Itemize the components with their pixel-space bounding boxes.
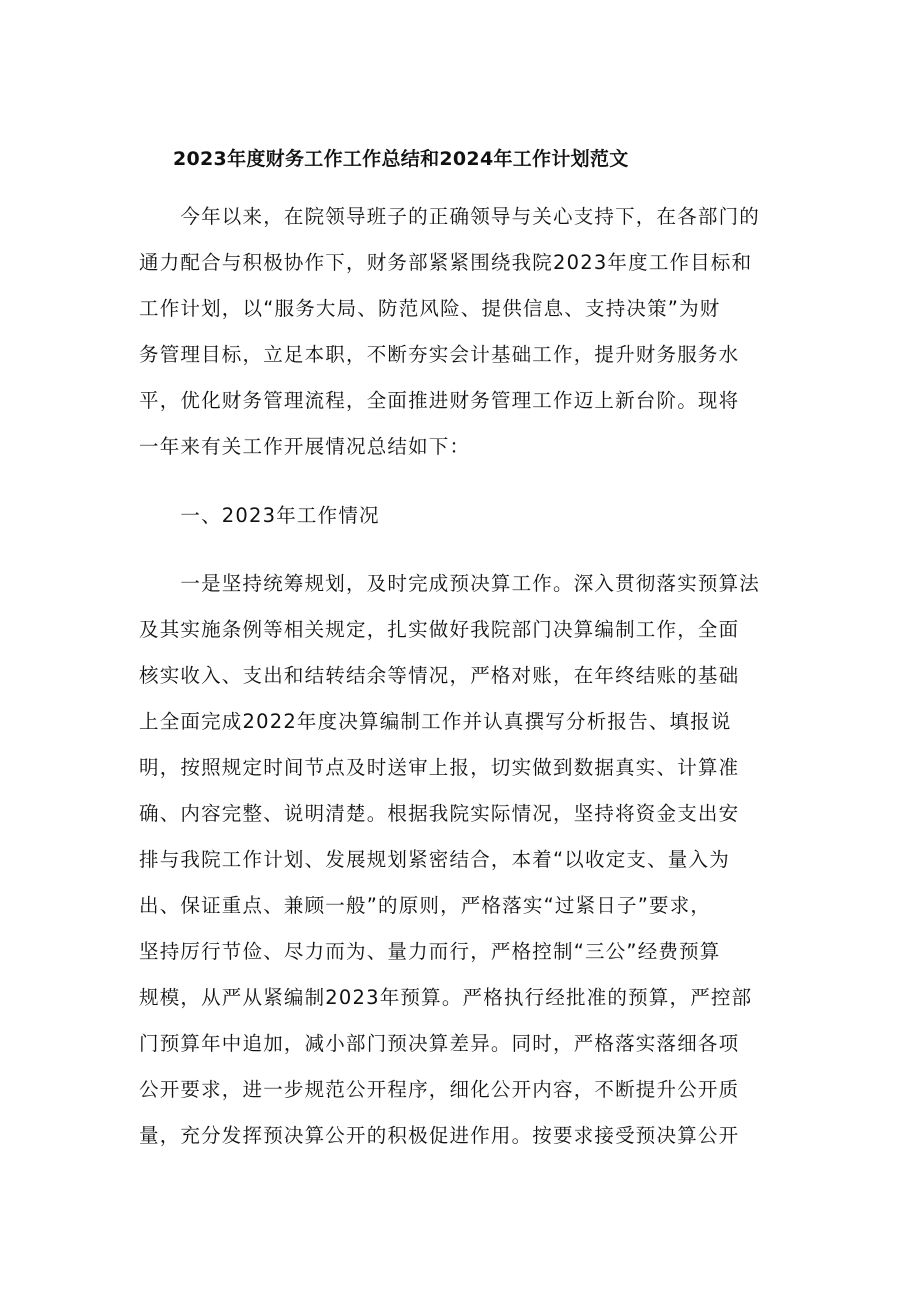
text-line: 确、内容完整、说明清楚。根据我院实际情况，坚持将资金支出安 bbox=[139, 802, 740, 825]
text-line: 及其实施条例等相关规定，扎实做好我院部门决算编制工作，全面 bbox=[139, 618, 740, 641]
section-heading bbox=[139, 493, 789, 539]
text-line: 坚持厉行节俭、尽力而为、量力而行，严格控制“三公”经费预算 bbox=[139, 940, 721, 963]
section-heading-text: 一、2023年工作情况 bbox=[139, 504, 380, 527]
text-line: 排与我院工作计划、发展规划紧密结合，本着“以收定支、量入为 bbox=[139, 848, 730, 871]
text-line: 出、保证重点、兼顾一般”的原则，严格落实“过紧日子”要求， bbox=[139, 894, 712, 917]
text-line: 公开要求，进一步规范公开程序，细化公开内容，不断提升公开质 bbox=[139, 1078, 740, 1101]
text-line: 一年来有关工作开展情况总结如下： bbox=[139, 435, 471, 458]
section-paragraph bbox=[139, 561, 789, 1159]
text-line: 量，充分发挥预决算公开的积极促进作用。按要求接受预决算公开 bbox=[139, 1124, 740, 1147]
text-line: 明，按照规定时间节点及时送审上报，切实做到数据真实、计算准 bbox=[139, 756, 740, 779]
document-title: 2023年度财务工作工作总结和2024年工作计划范文 bbox=[173, 148, 629, 170]
text-line: 规模，从严从紧编制2023年预算。严格执行经批准的预算，严控部 bbox=[139, 986, 753, 1009]
text-line: 平，优化财务管理流程，全面推进财务管理工作迈上新台阶。现将 bbox=[139, 389, 740, 412]
text-line: 一是坚持统筹规划，及时完成预决算工作。深入贯彻落实预算法 bbox=[139, 572, 761, 595]
text-line: 今年以来，在院领导班子的正确领导与关心支持下，在各部门的 bbox=[139, 205, 761, 228]
text-line: 核实收入、支出和结转结余等情况，严格对账，在年终结账的基础 bbox=[139, 664, 740, 687]
intro-paragraph bbox=[139, 194, 789, 470]
text-line: 通力配合与积极协作下，财务部紧紧围绕我院2023年度工作目标和 bbox=[139, 251, 753, 274]
text-line: 工作计划，以“服务大局、防范风险、提供信息、支持决策”为财 bbox=[139, 297, 721, 320]
text-line: 务管理目标，立足本职，不断夯实会计基础工作，提升财务服务水 bbox=[139, 343, 740, 366]
text-line: 上全面完成2022年度决算编制工作并认真撰写分析报告、填报说 bbox=[139, 710, 732, 733]
text-line: 门预算年中追加，减小部门预决算差异。同时，严格落实落细各项 bbox=[139, 1032, 740, 1055]
